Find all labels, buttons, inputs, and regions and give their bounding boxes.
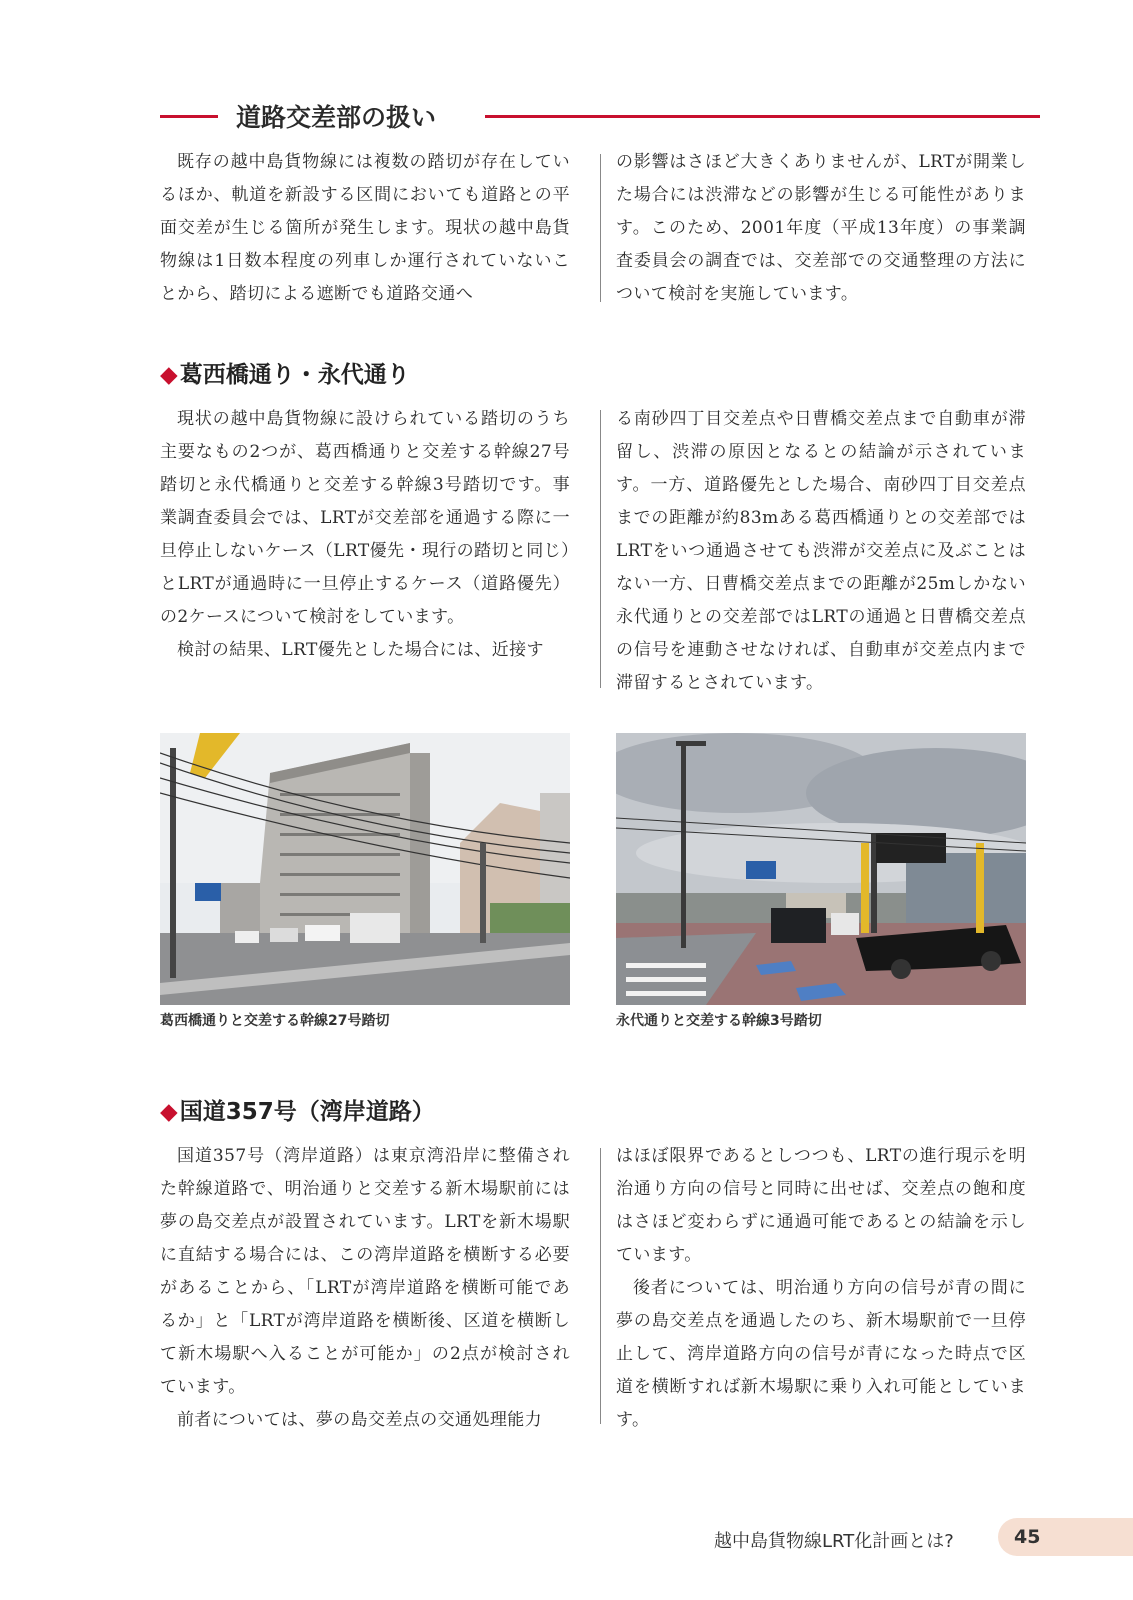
photo-caption-left: 葛西橋通りと交差する幹線27号踏切 — [160, 1013, 390, 1029]
sub2-right-column — [616, 1140, 1026, 1437]
sub1-right-column — [616, 403, 1026, 700]
column-divider — [600, 1148, 601, 1424]
page-number: 45 — [1014, 1526, 1041, 1548]
column-divider — [600, 410, 601, 688]
subsection-title-1: 葛西橋通り・永代通り — [179, 362, 410, 388]
photo-eitai-crossing — [616, 733, 1026, 1005]
sub1-left-column — [160, 403, 570, 667]
intro-right-paragraph: の影響はさほど大きくありませんが、LRTが開業した場合には渋滞などの影響が生じる可能性があります。このため、2001年度（平成13年度）の事業調査委員会の調査では、交差部での交通整理の方法について検討を実施しています。 — [616, 152, 1026, 304]
sub2-left-column — [160, 1140, 570, 1437]
photo-kasaibashi-image — [160, 733, 570, 1005]
sub1-left-paragraph-2: 検討の結果、LRT優先とした場合には、近接す — [177, 640, 544, 660]
intro-left-paragraph: 既存の越中島貨物線には複数の踏切が存在しているほか、軌道を新設する区間においても道路との平面交差が生じる箇所が発生します。現状の越中島貨物線は1日数本程度の列車しか運行されていないことから、踏切による遮断でも道路交通へ — [160, 152, 570, 304]
footer-book-title: 越中島貨物線LRT化計画とは? — [714, 1531, 954, 1552]
photo-caption-right: 永代通りと交差する幹線3号踏切 — [616, 1013, 822, 1029]
subsection-heading-1 — [160, 356, 410, 389]
heading-rule-right — [485, 115, 1040, 118]
intro-left-column — [160, 146, 570, 311]
sub2-right-paragraph-1: はほぼ限界であるとしつつも、LRTの進行現示を明治通り方向の信号と同時に出せば、交差点の飽和度はさほど変わらずに通過可能であるとの結論を示しています。 — [616, 1146, 1026, 1265]
section-heading — [160, 96, 1040, 136]
section-title: 道路交差部の扱い — [236, 103, 437, 132]
column-divider — [600, 154, 601, 302]
intro-right-column — [616, 146, 1026, 311]
sub1-left-paragraph-1: 現状の越中島貨物線に設けられている踏切のうち主要なもの2つが、葛西橋通りと交差する幹線27号踏切と永代橋通りと交差する幹線3号踏切です。事業調査委員会では、LRTが交差部を通過する際に一旦停止しないケース（LRT優先・現行の踏切と同じ）とLRTが通過時に一旦停止するケース（道路優先）の2ケースについて検討をしています。 — [160, 409, 570, 627]
heading-rule-left — [160, 115, 218, 118]
sub1-right-paragraph: る南砂四丁目交差点や日曹橋交差点まで自動車が滞留し、渋滞の原因となるとの結論が示されています。一方、道路優先とした場合、南砂四丁目交差点までの距離が約83mある葛西橋通りとの交差部ではLRTをいつ通過させても渋滞が交差点に及ぶことはない一方、日曹橋交差点までの距離が25mしかない永代通りとの交差部ではLRTの通過と日曹橋交差点の信号を連動させなければ、自動車が交差点内まで滞留するとされています。 — [616, 409, 1026, 693]
subsection-heading-2 — [160, 1093, 435, 1126]
sub2-left-paragraph-2: 前者については、夢の島交差点の交通処理能力 — [177, 1410, 543, 1430]
photo-eitai-image — [616, 733, 1026, 1005]
sub2-right-paragraph-2: 後者については、明治通り方向の信号が青の間に夢の島交差点を通過したのち、新木場駅前で一旦停止して、湾岸道路方向の信号が青になった時点で区道を横断すれば新木場駅に乗り入れ可能としています。 — [616, 1278, 1026, 1430]
diamond-bullet-icon: ◆ — [160, 362, 178, 388]
diamond-bullet-icon: ◆ — [160, 1099, 178, 1125]
sub2-left-paragraph-1: 国道357号（湾岸道路）は東京湾沿岸に整備された幹線道路で、明治通りと交差する新木場駅前には夢の島交差点が設置されています。LRTを新木場駅に直結する場合には、この湾岸道路を横断する必要があることから、「LRTが湾岸道路を横断可能であるか」と「LRTが湾岸道路を横断後、区道を横断して新木場駅へ入ることが可能か」の2点が検討されています。 — [160, 1146, 570, 1397]
subsection-title-2: 国道357号（湾岸道路） — [179, 1099, 435, 1125]
photo-kasaibashi-crossing — [160, 733, 570, 1005]
